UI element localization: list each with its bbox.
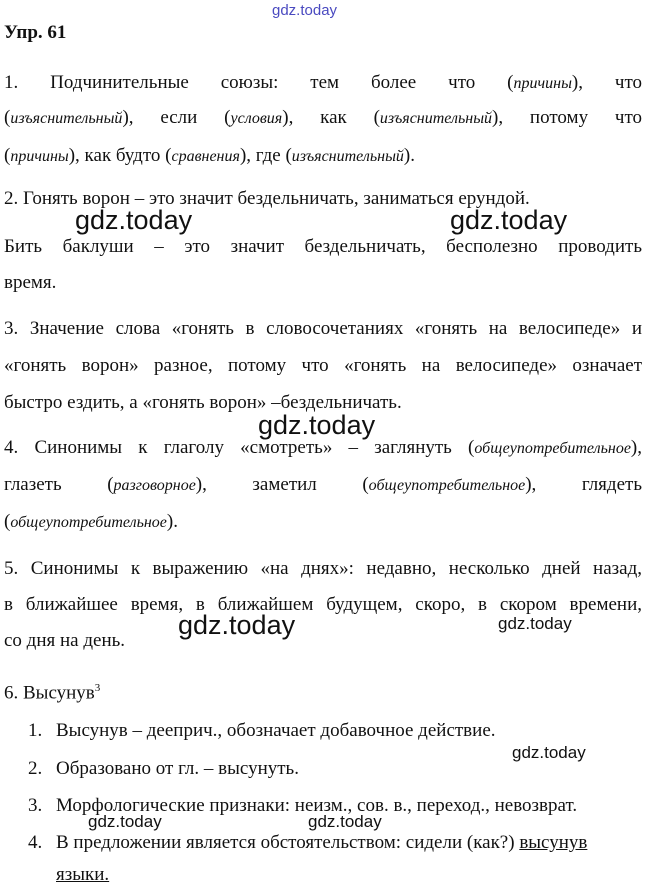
watermark: gdz.today (512, 743, 586, 762)
p1-line-3: (причины), как будто (сравнения), где (изъяснительный). (4, 145, 415, 166)
list-item: Образовано от гл. – высунуть. (56, 758, 299, 779)
watermark: gdz.today (75, 205, 193, 235)
list-number: 2. (28, 758, 43, 779)
p5-line-1: 5. Синонимы к выражению «на днях»: недавно, несколько дней назад, (4, 558, 642, 579)
p2-line-2: Бить баклуши – это значит бездельничать, бесполезно проводить (4, 236, 642, 257)
watermark: gdz.today (498, 614, 572, 633)
list-item: Высунув – дееприч., обозначает добавочное действие. (56, 720, 496, 741)
p6-heading: 6. Высунув$^3$ (4, 682, 101, 704)
p3-line-2: «гонять ворон» разное, потому что «гонять на велосипеде» означает (4, 355, 642, 376)
watermark: gdz.today (178, 610, 296, 640)
p4-line-3: (общеупотребительное). (4, 511, 178, 532)
list-number: 4. (28, 832, 43, 853)
underlined-word: высунув (519, 832, 588, 853)
exercise-title: Упр. 61 (4, 22, 67, 43)
watermark: gdz.today (308, 812, 382, 831)
p2-line-3: время. (4, 272, 57, 293)
list-number: 1. (28, 720, 43, 741)
watermark: gdz.today (88, 812, 162, 831)
list-item-continuation: языки. (56, 864, 110, 885)
watermark: gdz.today (450, 205, 568, 235)
list-item: В предложении является обстоятельством: сидели (как?) высунув (56, 832, 588, 853)
p4-line-2: глазеть (разговорное), заметил (общеупотребительное), глядеть (4, 474, 642, 495)
watermark-top: gdz.today (272, 2, 338, 19)
p3-line-1: 3. Значение слова «гонять в словосочетаниях «гонять на велосипеде» и (4, 318, 642, 339)
p4-line-1: 4. Синонимы к глаголу «смотреть» – заглянуть (общеупотребительное), (4, 437, 642, 458)
list-number: 3. (28, 795, 43, 816)
p1-line-2: (изъяснительный), если (условия), как (изъяснительный), потому что (4, 107, 642, 128)
p1-line-1: 1. Подчинительные союзы: тем более что (причины), что (4, 72, 643, 93)
p3-line-3: быстро ездить, а «гонять ворон» –бездельничать. (4, 392, 402, 413)
watermark: gdz.today (258, 410, 376, 440)
p2-line-1: 2. Гонять ворон – это значит бездельничать, заниматься ерундой. (4, 188, 530, 209)
list-item: Морфологические признаки: неизм., сов. в., переход., невозврат. (56, 795, 578, 816)
p5-line-3: со дня на день. (4, 630, 126, 651)
p5-line-2: в ближайшее время, в ближайшем будущем, скоро, в скором времени, (4, 594, 642, 615)
